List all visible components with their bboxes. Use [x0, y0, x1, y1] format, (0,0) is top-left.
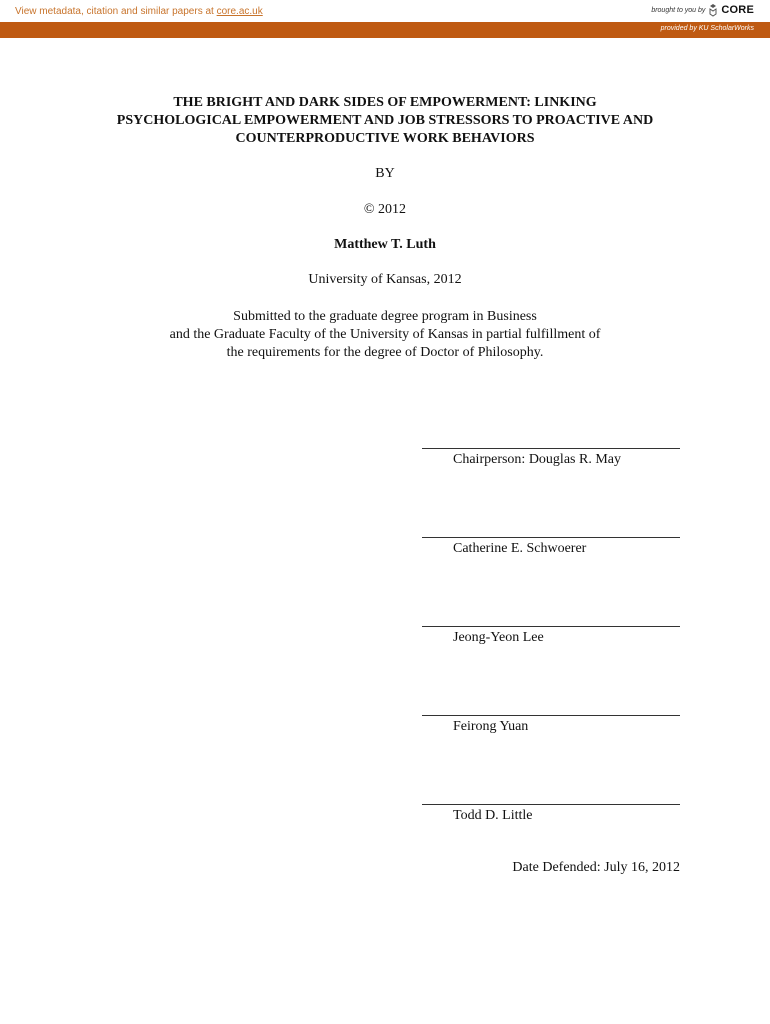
- core-metadata-notice: [15, 6, 263, 17]
- core-logo-icon: [708, 3, 718, 17]
- signatory-name: Feirong Yuan: [453, 719, 529, 734]
- signature-line: [422, 537, 680, 538]
- signature-line: [422, 715, 680, 716]
- core-provided-text: provided by KU ScholarWorks: [660, 25, 754, 32]
- submission-statement: [0, 308, 770, 362]
- by-label: BY: [375, 166, 395, 181]
- signature-block: [422, 715, 680, 735]
- submission-line: Submitted to the graduate degree program in Business: [233, 309, 537, 324]
- title-line: COUNTERPRODUCTIVE WORK BEHAVIORS: [235, 131, 535, 146]
- signatory-name: Jeong-Yeon Lee: [453, 630, 544, 645]
- signatory-name: Catherine E. Schwoerer: [453, 541, 587, 556]
- dissertation-title-page: [0, 38, 770, 1024]
- core-link[interactable]: core.ac.uk: [216, 6, 263, 17]
- signature-block: [422, 537, 680, 557]
- signatory-name: Chairperson: Douglas R. May: [453, 452, 621, 467]
- document-title: [60, 94, 710, 148]
- copyright-line: © 2012: [363, 202, 407, 217]
- title-line: PSYCHOLOGICAL EMPOWERMENT AND JOB STRESSORS TO PROACTIVE AND: [116, 113, 654, 128]
- signature-block: [422, 626, 680, 646]
- date-defended: Date Defended: July 16, 2012: [512, 860, 680, 875]
- signature-line: [422, 804, 680, 805]
- signatory-name: Todd D. Little: [453, 808, 533, 823]
- signature-block-chair: [422, 448, 680, 468]
- core-view-text: View metadata, citation and similar papers at: [15, 6, 217, 17]
- signature-line: [422, 448, 680, 449]
- core-banner: [0, 0, 770, 22]
- core-brand: CORE: [721, 4, 754, 16]
- signature-block: [422, 804, 680, 824]
- core-provider-strip: [0, 22, 770, 38]
- signature-line: [422, 626, 680, 627]
- affiliation: University of Kansas, 2012: [308, 272, 462, 287]
- author-name: Matthew T. Luth: [334, 237, 436, 252]
- core-brought-text: brought to you by: [651, 6, 706, 14]
- title-line: THE BRIGHT AND DARK SIDES OF EMPOWERMENT: LINKING: [173, 95, 597, 110]
- core-brought-to-you[interactable]: [651, 3, 754, 17]
- submission-line: the requirements for the degree of Doctor of Philosophy.: [226, 345, 544, 360]
- submission-line: and the Graduate Faculty of the University of Kansas in partial fulfillment of: [169, 327, 601, 342]
